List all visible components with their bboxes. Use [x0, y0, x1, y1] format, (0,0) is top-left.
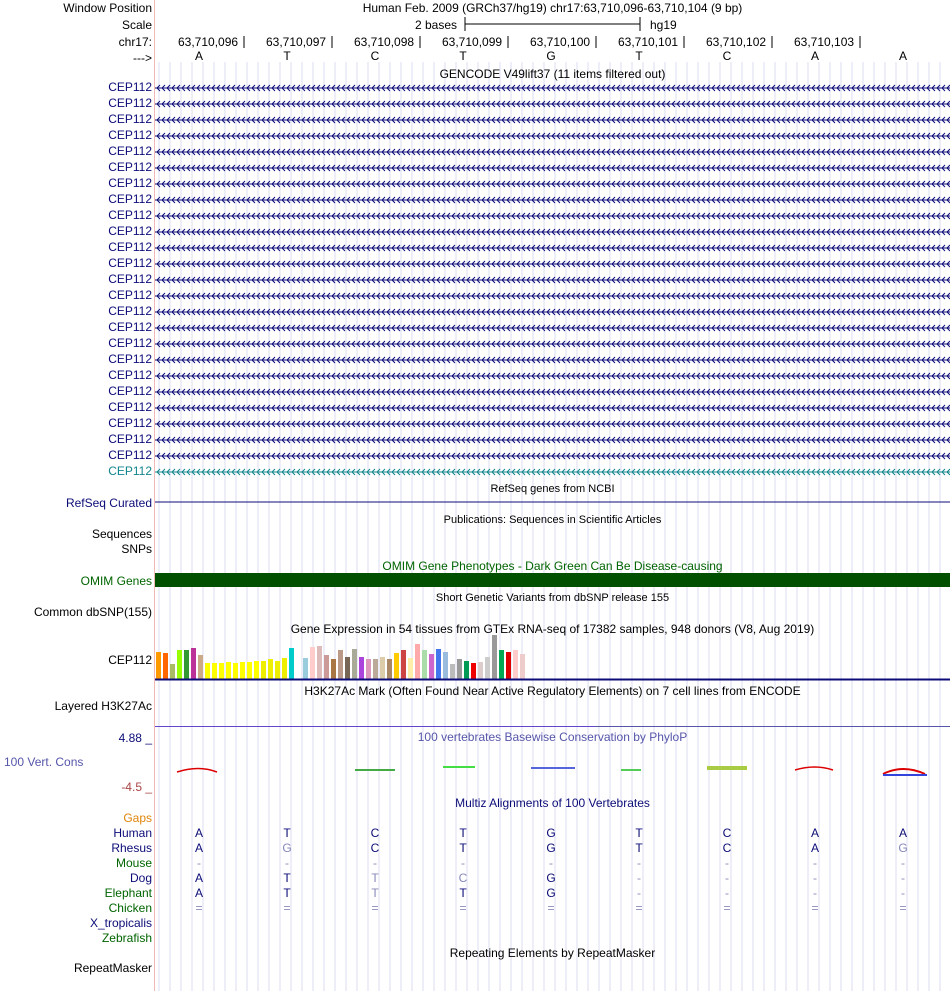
gtex-bar [275, 661, 280, 679]
repeatmasker-title: Repeating Elements by RepeatMasker [449, 946, 656, 960]
gencode-gene-label[interactable]: CEP112 [108, 176, 152, 190]
gencode-gene-label[interactable]: CEP112 [108, 320, 152, 334]
alignment-base: T [283, 886, 291, 900]
alignment-base: A [194, 841, 203, 855]
gencode-gene-label[interactable]: CEP112 [108, 224, 152, 238]
cons-label[interactable]: 100 Vert. Cons [4, 755, 84, 769]
assembly-position-text: Human Feb. 2009 (GRCh37/hg19) chr17:63,710,096-63,710,104 (9 bp) [362, 1, 743, 15]
gtex-bar [170, 664, 175, 679]
ruler-position: 63,710,102 [706, 35, 767, 49]
gtex-bar [198, 655, 203, 679]
gtex-bar [478, 662, 483, 679]
alignment-base: A [810, 826, 819, 840]
scale-db-label: hg19 [650, 18, 677, 32]
species-label[interactable]: Chicken [108, 901, 152, 915]
strand-label: ---> [133, 51, 152, 65]
gencode-gene-label[interactable]: CEP112 [108, 128, 152, 142]
gtex-bar [310, 647, 315, 679]
gaps-label[interactable]: Gaps [123, 811, 152, 825]
species-label[interactable]: X_tropicalis [89, 916, 152, 930]
gtex-bar [352, 649, 357, 679]
gtex-bar [387, 659, 392, 679]
gtex-bar [422, 650, 427, 679]
gtex-bar [191, 648, 196, 679]
gtex-bar [366, 659, 371, 679]
alignment-base: T [635, 841, 643, 855]
gtex-bar [401, 650, 406, 679]
alignment-base: - [725, 871, 729, 885]
alignment-base: = [195, 901, 203, 915]
gtex-bar [457, 659, 462, 679]
omim-title: OMIM Gene Phenotypes - Dark Green Can Be Disease-causing [382, 559, 723, 573]
cons-peak [883, 769, 925, 774]
alignment-base: - [637, 871, 641, 885]
ruler-position: 63,710,096 [178, 35, 239, 49]
scale-label: Scale [121, 18, 152, 32]
gencode-gene-label[interactable]: CEP112 [108, 352, 152, 366]
gtex-bar [429, 654, 434, 679]
alignment-base: - [461, 856, 465, 870]
alignment-base: - [637, 856, 641, 870]
alignment-base: = [635, 901, 643, 915]
gencode-gene-label[interactable]: CEP112 [108, 416, 152, 430]
alignment-base: A [194, 826, 203, 840]
gencode-gene-label[interactable]: CEP112 [108, 160, 152, 174]
gtex-bar [443, 652, 448, 679]
gencode-gene-label[interactable]: CEP112 [108, 304, 152, 318]
gtex-bar [226, 662, 231, 679]
alignment-base: - [813, 856, 817, 870]
alignment-base: G [546, 886, 556, 900]
gencode-gene-label[interactable]: CEP112 [108, 208, 152, 222]
alignment-base: - [725, 856, 729, 870]
alignment-base: T [283, 871, 291, 885]
gtex-bar [485, 657, 490, 679]
gtex-bar [394, 653, 399, 679]
alignment-base: - [725, 886, 729, 900]
gencode-gene-label[interactable]: CEP112 [108, 368, 152, 382]
gtex-bar [247, 662, 252, 679]
gtex-bar [303, 658, 308, 679]
species-label[interactable]: Dog [129, 871, 152, 885]
alignment-base: C [722, 826, 732, 840]
refseq-title: RefSeq genes from NCBI [490, 483, 615, 495]
alignment-base: G [546, 826, 556, 840]
gtex-bar [212, 663, 217, 679]
cons-title: 100 vertebrates Basewise Conservation by PhyloP [417, 730, 688, 744]
gtex-bar [240, 662, 245, 679]
gtex-bar [408, 658, 413, 679]
gtex-bar [163, 653, 168, 679]
gtex-bar [156, 652, 161, 679]
gtex-bar [289, 648, 294, 679]
alignment-base: A [194, 871, 203, 885]
gtex-bar [415, 644, 420, 679]
gtex-bar [261, 661, 266, 679]
alignment-base: - [901, 871, 905, 885]
alignment-base: G [546, 841, 556, 855]
gtex-bar [338, 650, 343, 679]
gencode-gene-label[interactable]: CEP112 [108, 448, 152, 462]
gtex-bar [219, 663, 224, 679]
cons-peak [177, 769, 217, 773]
gtex-bar [520, 654, 525, 679]
gencode-gene-label[interactable]: CEP112 [108, 80, 152, 94]
alignment-base: C [370, 826, 380, 840]
repeatmasker-label[interactable]: RepeatMasker [73, 961, 152, 975]
ruler-position: 63,710,099 [442, 35, 503, 49]
chrom-label: chr17: [118, 35, 152, 49]
ruler-position: 63,710,097 [266, 35, 327, 49]
alignment-base: - [285, 856, 289, 870]
alignment-base: A [898, 826, 907, 840]
alignment-base: - [901, 856, 905, 870]
gtex-bar [184, 650, 189, 679]
ruler-position: 63,710,100 [530, 35, 591, 49]
gtex-bar [450, 664, 455, 679]
gencode-gene-label[interactable]: CEP112 [108, 256, 152, 270]
gencode-gene-label[interactable]: CEP112 [108, 432, 152, 446]
gtex-bar [506, 652, 511, 679]
reference-base: A [898, 49, 907, 63]
h3k27ac-label[interactable]: Layered H3K27Ac [54, 699, 152, 713]
omim-label[interactable]: OMIM Genes [80, 574, 152, 588]
gtex-bar [345, 657, 350, 679]
alignment-base: T [371, 886, 379, 900]
gencode-gene-label[interactable]: CEP112 [108, 112, 152, 126]
reference-base: T [459, 49, 467, 63]
gencode-gene-label[interactable]: CEP112 [108, 192, 152, 206]
alignment-base: C [370, 841, 380, 855]
alignment-base: T [635, 826, 643, 840]
alignment-base: T [459, 886, 467, 900]
alignment-base: - [373, 856, 377, 870]
cons-peak [795, 767, 833, 770]
alignment-base: C [722, 841, 732, 855]
ruler-position: 63,710,103 [794, 35, 855, 49]
h3k27ac-title: H3K27Ac Mark (Often Found Near Active Regulatory Elements) on 7 cell lines from ENCODE [304, 684, 801, 698]
gtex-bar [380, 657, 385, 679]
alignment-base: = [899, 901, 907, 915]
alignment-base: T [371, 871, 379, 885]
reference-base: C [370, 49, 380, 63]
gencode-gene-label[interactable]: CEP112 [108, 288, 152, 302]
gtex-bar [205, 663, 210, 679]
window-position-label: Window Position [63, 1, 152, 15]
track-labels [0, 0, 155, 991]
cons-mark [707, 766, 747, 770]
species-label[interactable]: Human [113, 826, 152, 840]
species-label[interactable]: Rhesus [111, 841, 152, 855]
alignment-base: = [811, 901, 819, 915]
scale-bar-label: 2 bases [415, 18, 458, 32]
alignment-base: T [283, 826, 291, 840]
gtex-bar [464, 661, 469, 679]
gencode-title: GENCODE V49lift37 (11 items filtered out) [439, 67, 666, 81]
gtex-label[interactable]: CEP112 [108, 653, 152, 667]
gencode-gene-label[interactable]: CEP112 [108, 384, 152, 398]
gencode-gene-label[interactable]: CEP112 [108, 336, 152, 350]
alignment-base: G [546, 871, 556, 885]
alignment-base: = [723, 901, 731, 915]
ruler-position: 63,710,098 [354, 35, 415, 49]
alignment-base: A [810, 841, 819, 855]
alignment-base: C [458, 871, 468, 885]
reference-base: A [810, 49, 819, 63]
gtex-bar [436, 649, 441, 679]
gtex-bar [324, 655, 329, 679]
species-label[interactable]: Zebrafish [101, 931, 152, 945]
reference-base: G [546, 49, 556, 63]
alignment-base: = [371, 901, 379, 915]
reference-base: C [722, 49, 732, 63]
species-label[interactable]: Mouse [115, 856, 152, 870]
gencode-gene-label[interactable]: CEP112 [108, 144, 152, 158]
multiz-title: Multiz Alignments of 100 Vertebrates [455, 796, 650, 810]
omim-bar [155, 573, 950, 587]
alignment-base: = [459, 901, 467, 915]
gtex-title: Gene Expression in 54 tissues from GTEx RNA-seq of 17382 samples, 948 donors (V8, Aug 2019) [290, 622, 815, 636]
dbsnp-label[interactable]: Common dbSNP(155) [33, 605, 152, 619]
gtex-bar [268, 659, 273, 679]
reference-base: T [635, 49, 643, 63]
gencode-gene-label[interactable]: CEP112 [108, 96, 152, 110]
snps-label[interactable]: SNPs [121, 542, 152, 556]
alignment-base: G [282, 841, 292, 855]
alignment-base: = [547, 901, 555, 915]
alignment-base: A [194, 886, 203, 900]
gencode-gene-label[interactable]: CEP112 [108, 464, 152, 478]
gtex-bar [513, 650, 518, 679]
gtex-bar [471, 663, 476, 679]
refseq-label[interactable]: RefSeq Curated [65, 496, 152, 510]
gtex-bar [317, 646, 322, 679]
alignment-base: - [901, 886, 905, 900]
alignment-base: - [813, 871, 817, 885]
gtex-bar [359, 657, 364, 679]
alignment-base: - [549, 856, 553, 870]
alignment-base: - [813, 886, 817, 900]
ruler-position: 63,710,101 [618, 35, 679, 49]
gtex-bar [282, 658, 287, 679]
alignment-base: G [898, 841, 908, 855]
dbsnp-title: Short Genetic Variants from dbSNP release 155 [435, 592, 670, 604]
gtex-bar [177, 650, 182, 679]
gencode-gene-label[interactable]: CEP112 [108, 272, 152, 286]
gtex-bar [296, 661, 301, 679]
alignment-base: - [637, 886, 641, 900]
gtex-bar [233, 663, 238, 679]
species-label[interactable]: Elephant [104, 886, 152, 900]
gencode-gene-label[interactable]: CEP112 [108, 400, 152, 414]
alignment-base: T [459, 841, 467, 855]
sequences-label[interactable]: Sequences [91, 527, 152, 541]
gtex-bar [499, 650, 504, 679]
gencode-gene-label[interactable]: CEP112 [108, 240, 152, 254]
gtex-bar [492, 635, 497, 679]
alignment-base: = [283, 901, 291, 915]
alignment-base: - [197, 856, 201, 870]
gtex-bar [254, 661, 259, 679]
track-area[interactable] [155, 0, 950, 991]
gtex-bar [373, 659, 378, 679]
cons-max-label: 4.88 _ [118, 731, 152, 745]
cons-min-label: -4.5 _ [121, 780, 152, 794]
alignment-base: T [459, 826, 467, 840]
publications-title: Publications: Sequences in Scientific Articles [443, 514, 662, 526]
reference-base: T [283, 49, 291, 63]
reference-base: A [194, 49, 203, 63]
gtex-bar [331, 659, 336, 679]
